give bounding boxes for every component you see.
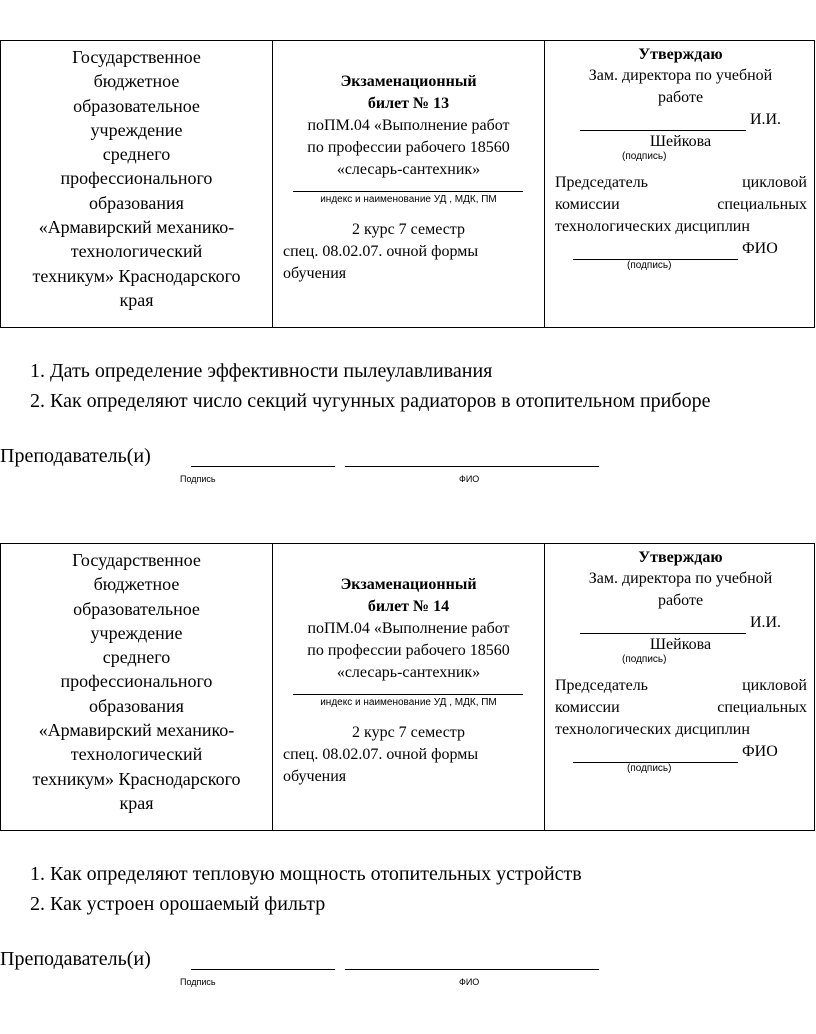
signature-caption: (подпись) <box>622 654 667 665</box>
deputy-signature-row <box>545 109 816 131</box>
initials: И.И. <box>749 111 782 128</box>
course-semester: 2 курс 7 семестр <box>352 221 465 238</box>
teacher-label: Преподаватель(и) <box>0 445 151 467</box>
signature-line <box>573 745 738 763</box>
teacher-fio-line <box>345 466 599 467</box>
question-list <box>30 859 582 919</box>
ticket-title: Экзаменационный билет № 14 <box>340 576 477 615</box>
ticket-title: Экзаменационный билет № 13 <box>340 73 477 112</box>
fio-label: ФИО <box>742 743 778 760</box>
commission-chair: Председатель цикловой комиссии специальных технологических дисциплин <box>555 174 807 235</box>
commission-chair: Председатель цикловой комиссии специальных технологических дисциплин <box>555 677 807 738</box>
deputy-signature-row <box>545 612 816 634</box>
teacher-signature-caption: Подпись <box>180 977 216 987</box>
approve-heading: Утверждаю <box>638 46 723 63</box>
approval-cell <box>545 544 816 830</box>
course-semester: 2 курс 7 семестр <box>352 724 465 741</box>
institution-cell <box>1 544 273 830</box>
signature-caption: (подпись) <box>627 260 672 271</box>
ticket-header-table <box>0 543 815 831</box>
ticket-info-cell <box>273 41 545 327</box>
index-caption: индекс и наименование УД , МДК, ПМ <box>320 194 497 205</box>
question-item: 2. Как определяют число секций чугунных радиаторов в отопительном приборе <box>30 390 711 412</box>
index-underline <box>293 191 523 192</box>
surname: Шейкова <box>649 636 712 653</box>
signature-line <box>580 113 746 131</box>
specialty: спец. 08.02.07. очной формы обучения <box>283 746 479 785</box>
institution-cell <box>1 41 273 327</box>
teacher-fio-line <box>345 969 599 970</box>
institution-name: Государственное бюджетное образовательное учреждение среднего профессионального образования «Армавирский механико- технологический техникум» Краснодарского края <box>32 47 241 310</box>
module-description: поПМ.04 «Выполнение работ по профессии рабочего 18560 «слесарь-сантехник» <box>307 620 510 681</box>
signature-caption: (подпись) <box>622 151 667 162</box>
teacher-fio-caption: ФИО <box>459 474 480 484</box>
ticket-info-cell <box>273 544 545 830</box>
chair-signature-row <box>573 238 778 260</box>
index-underline <box>293 694 523 695</box>
approve-heading: Утверждаю <box>638 549 723 566</box>
ticket-header-table <box>0 40 815 328</box>
deputy-director: Зам. директора по учебной работе <box>588 570 773 609</box>
approval-cell <box>545 41 816 327</box>
signature-caption: (подпись) <box>627 763 672 774</box>
question-item: 1. Как определяют тепловую мощность отопительных устройств <box>30 863 582 885</box>
surname: Шейкова <box>649 133 712 150</box>
signature-line <box>573 242 738 260</box>
specialty: спец. 08.02.07. очной формы обучения <box>283 243 479 282</box>
teacher-signature-line <box>191 969 335 970</box>
teacher-signature-line <box>191 466 335 467</box>
teacher-label: Преподаватель(и) <box>0 948 151 970</box>
initials: И.И. <box>749 614 782 631</box>
teacher-signature-caption: Подпись <box>180 474 216 484</box>
question-item: 2. Как устроен орошаемый фильтр <box>30 893 326 915</box>
fio-label: ФИО <box>742 240 778 257</box>
deputy-director: Зам. директора по учебной работе <box>588 67 773 106</box>
signature-line <box>580 616 746 634</box>
index-caption: индекс и наименование УД , МДК, ПМ <box>320 697 497 708</box>
institution-name: Государственное бюджетное образовательное учреждение среднего профессионального образования «Армавирский механико- технологический техникум» Краснодарского края <box>32 550 241 813</box>
chair-signature-row <box>573 741 778 763</box>
question-list <box>30 356 710 416</box>
teacher-fio-caption: ФИО <box>459 977 480 987</box>
question-item: 1. Дать определение эффективности пылеулавливания <box>30 360 493 382</box>
module-description: поПМ.04 «Выполнение работ по профессии рабочего 18560 «слесарь-сантехник» <box>307 117 510 178</box>
